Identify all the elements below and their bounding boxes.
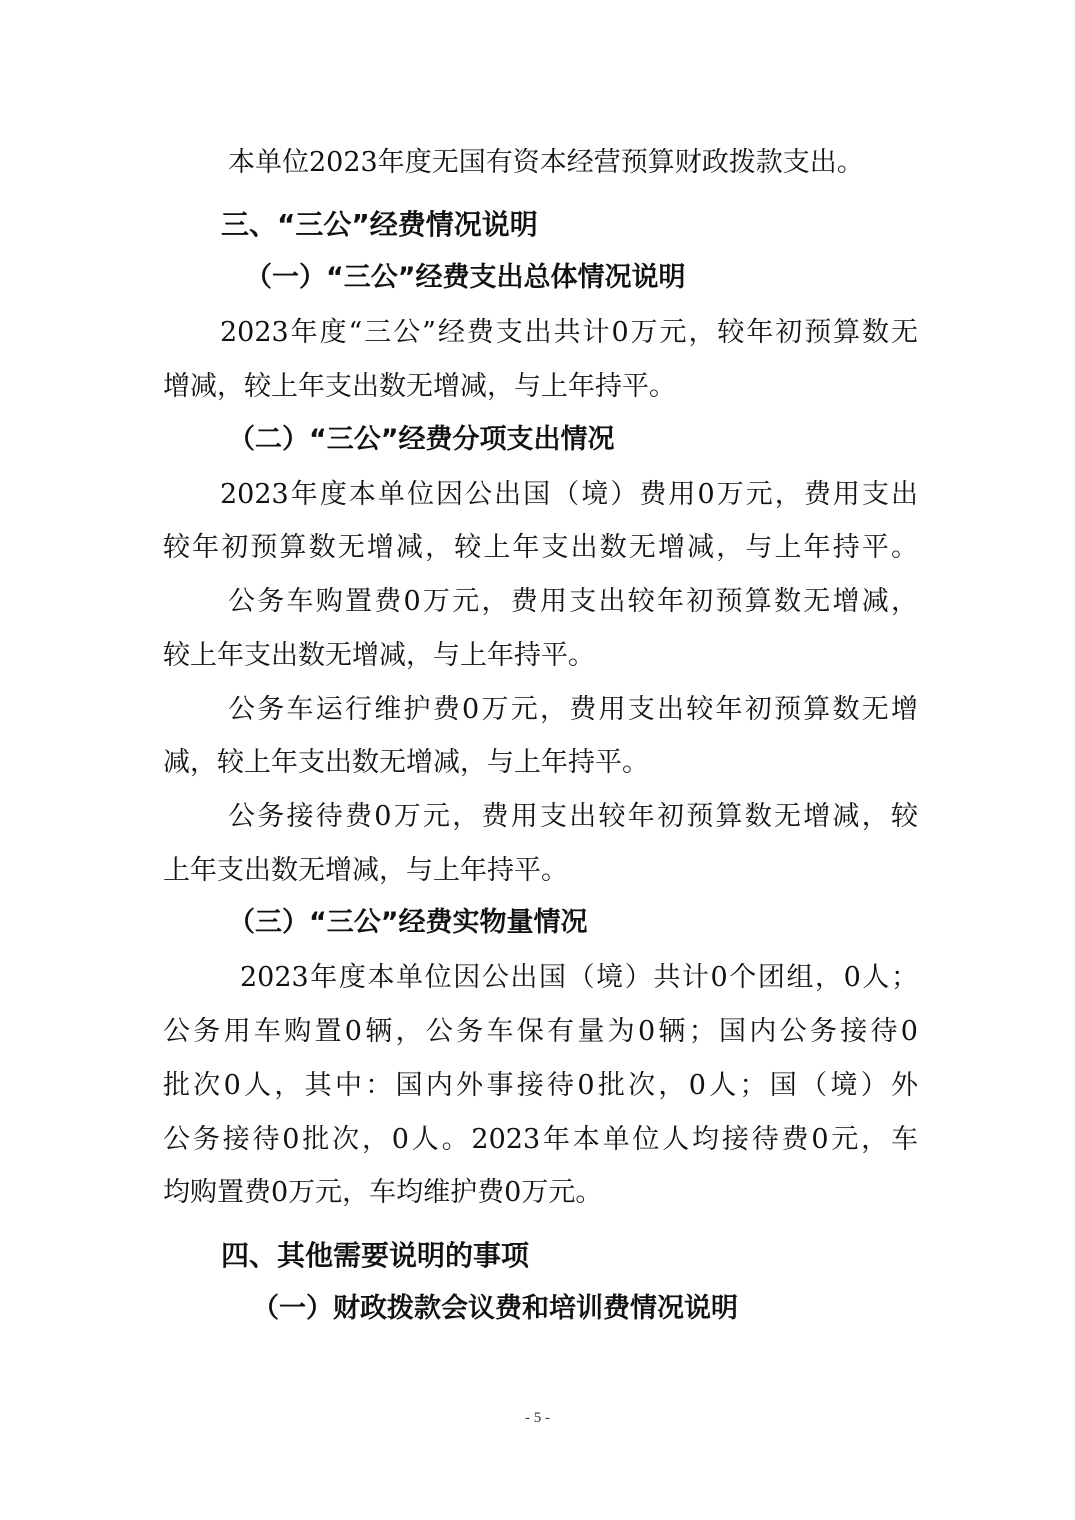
- paragraph-line: 上年支出数无增减，与上年持平。: [163, 855, 568, 886]
- paragraph-line: 2023年度本单位因公出国（境）共计0个团组，0人；: [240, 962, 918, 993]
- paragraph-line: 公务接待费0万元，费用支出较年初预算数无增减，较: [228, 801, 918, 832]
- page-number: - 5 -: [525, 1410, 550, 1426]
- paragraph-line: 较年初预算数无增减，较上年支出数无增减，与上年持平。: [163, 532, 918, 563]
- paragraph-line: 公务用车购置0辆，公务车保有量为0辆；国内公务接待0: [163, 1016, 918, 1047]
- paragraph-line: 公务车运行维护费0万元，费用支出较年初预算数无增: [228, 694, 918, 725]
- paragraph-line: 批次0人，其中：国内外事接待0批次，0人；国（境）外: [163, 1070, 918, 1101]
- paragraph-line: 本单位2023年度无国有资本经营预算财政拨款支出。: [228, 147, 864, 178]
- subsection-heading: （一）财政拨款会议费和培训费情况说明: [252, 1293, 738, 1324]
- section-heading-four: 四、其他需要说明的事项: [221, 1239, 530, 1272]
- paragraph-line: 2023年度“三公”经费支出共计0万元，较年初预算数无: [220, 317, 918, 348]
- subsection-heading: （三）“三公”经费实物量情况: [228, 907, 588, 938]
- section-heading-three: 三、“三公”经费情况说明: [221, 208, 538, 241]
- paragraph-line: 较上年支出数无增减，与上年持平。: [163, 640, 595, 671]
- paragraph-line: 公务车购置费0万元，费用支出较年初预算数无增减，: [228, 586, 918, 617]
- subsection-heading: （二）“三公”经费分项支出情况: [228, 424, 615, 455]
- paragraph-line: 减，较上年支出数无增减，与上年持平。: [163, 747, 649, 778]
- paragraph-line: 均购置费0万元，车均维护费0万元。: [163, 1177, 603, 1208]
- paragraph-line: 2023年度本单位因公出国（境）费用0万元，费用支出: [220, 479, 918, 510]
- subsection-heading: （一）“三公”经费支出总体情况说明: [245, 262, 686, 293]
- paragraph-line: 公务接待0批次，0人。2023年本单位人均接待费0元，车: [163, 1124, 918, 1155]
- paragraph-line: 增减，较上年支出数无增减，与上年持平。: [163, 371, 676, 402]
